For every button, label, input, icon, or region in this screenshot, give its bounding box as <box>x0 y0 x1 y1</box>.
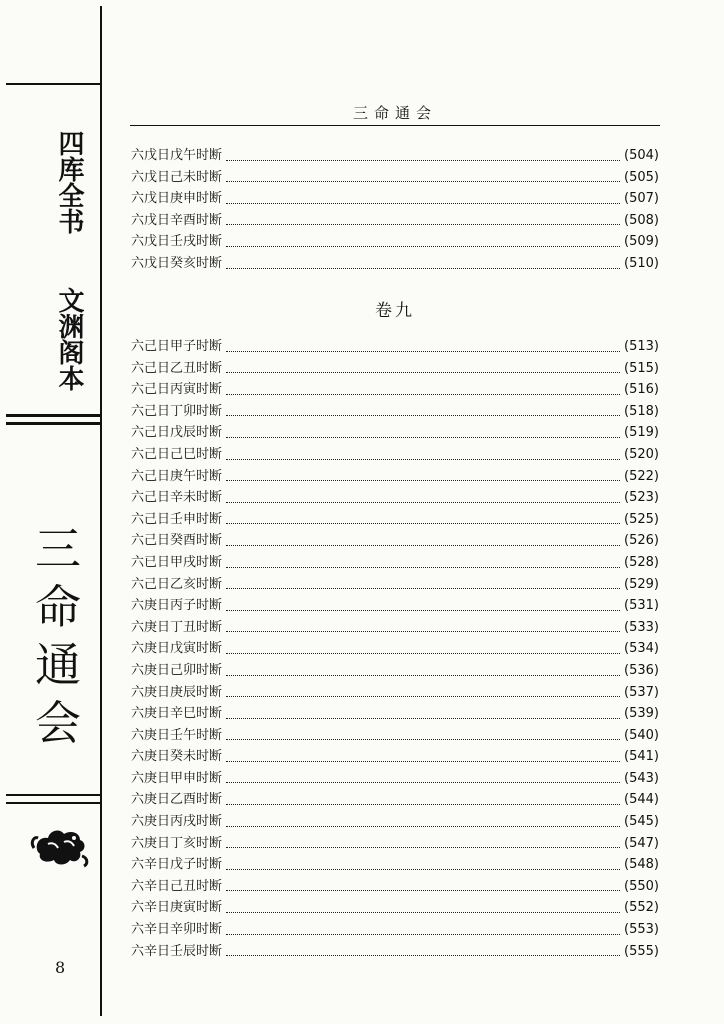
toc-leader-dots <box>226 955 620 956</box>
toc-entry <box>131 552 659 574</box>
toc-entry-title: 六戊日癸亥时断 <box>131 255 223 271</box>
toc-leader-dots <box>226 934 620 935</box>
toc-entry <box>131 746 659 768</box>
toc-entry-title: 六庚日乙酉时断 <box>131 792 223 808</box>
toc-leader-dots <box>226 480 620 481</box>
toc-entry <box>131 422 659 444</box>
toc-entry-title: 六戊日己未时断 <box>131 169 223 185</box>
toc-entry-title: 六庚日丙子时断 <box>131 598 223 614</box>
toc-entry-page: (531) <box>624 598 659 614</box>
toc-leader-dots <box>226 696 620 697</box>
mythical-beast-emblem-icon <box>30 822 90 870</box>
toc-leader-dots <box>226 351 620 352</box>
book-title-char: 会 <box>35 696 81 750</box>
toc-entry <box>131 358 659 380</box>
toc-entry-title: 六庚日甲申时断 <box>131 770 223 786</box>
spine-bottom-rule-1 <box>6 794 102 796</box>
toc-entry <box>131 530 659 552</box>
toc-entry <box>131 210 659 232</box>
spine-thick-rule-2 <box>6 422 102 425</box>
toc-entry-title: 六庚日丁亥时断 <box>131 835 223 851</box>
toc-entry-page: (553) <box>624 922 659 938</box>
toc-leader-dots <box>226 545 620 546</box>
toc-entry <box>131 617 659 639</box>
toc-leader-dots <box>226 782 620 783</box>
toc-entry <box>131 919 659 941</box>
toc-entry-page: (534) <box>624 641 659 657</box>
toc-entry <box>131 574 659 596</box>
toc-entry-title: 六戊日戊午时断 <box>131 148 223 163</box>
book-title <box>30 520 86 752</box>
toc-leader-dots <box>226 653 620 654</box>
toc-entry-title: 六庚日庚辰时断 <box>131 684 223 700</box>
toc-entry <box>131 854 659 876</box>
toc-entry-page: (547) <box>624 835 659 851</box>
toc-entry-page: (555) <box>624 943 659 959</box>
toc-entry-title: 六庚日丙戌时断 <box>131 814 223 830</box>
toc-entry <box>131 897 659 919</box>
toc-leader-dots <box>226 415 620 416</box>
toc-entry <box>131 188 659 210</box>
toc-entry <box>131 253 659 275</box>
toc-entry-title: 六戊日庚申时断 <box>131 191 223 207</box>
toc-entry-title: 六辛日壬辰时断 <box>131 943 223 959</box>
toc-entry <box>131 876 659 898</box>
spine-vertical-rule <box>100 6 102 1016</box>
toc-entry-title: 六庚日辛巳时断 <box>131 706 223 722</box>
toc-entry-title: 六辛日庚寅时断 <box>131 900 223 916</box>
toc-entry-title: 六庚日戊寅时断 <box>131 641 223 657</box>
toc-leader-dots <box>226 912 620 913</box>
toc-leader-dots <box>226 203 620 204</box>
toc-entry-title: 六己日丙寅时断 <box>131 382 223 398</box>
book-title-char: 三 <box>35 522 81 576</box>
toc-entry-page: (548) <box>624 857 659 873</box>
toc-entry-title: 六己日戊辰时断 <box>131 425 223 441</box>
toc-entry-title: 六已日甲戌时断 <box>131 554 223 570</box>
toc-entry-page: (520) <box>624 446 659 462</box>
header-rule <box>130 125 660 126</box>
toc-entry <box>131 444 659 466</box>
toc-leader-dots <box>226 246 620 247</box>
toc-entry-title: 六庚日丁丑时断 <box>131 619 223 635</box>
toc-leader-dots <box>226 437 620 438</box>
toc-entry-title: 六己日丁卯时断 <box>131 403 223 419</box>
toc-leader-dots <box>226 372 620 373</box>
toc-leader-dots <box>226 869 620 870</box>
toc-entry-page: (513) <box>624 339 659 354</box>
toc-entry-page: (544) <box>624 792 659 808</box>
toc-entry-page: (537) <box>624 684 659 700</box>
toc-entry-page: (505) <box>624 169 659 185</box>
running-head: 三命通会 <box>352 104 437 122</box>
toc-entry <box>131 167 659 189</box>
toc-leader-dots <box>226 804 620 805</box>
toc-leader-dots <box>226 459 620 460</box>
toc-leader-dots <box>226 567 620 568</box>
book-title-char: 通 <box>35 638 81 692</box>
toc-entry-page: (510) <box>624 255 659 271</box>
book-title-char: 命 <box>35 580 81 634</box>
toc-entry <box>131 768 659 790</box>
toc-entry-title: 六戊日辛酉时断 <box>131 212 223 228</box>
toc-leader-dots <box>226 739 620 740</box>
toc-entry-page: (529) <box>624 576 659 592</box>
toc-entry-title: 六己日甲子时断 <box>131 339 223 354</box>
toc-entry <box>131 487 659 509</box>
toc-entry-title: 六辛日己丑时断 <box>131 878 223 894</box>
toc-entry <box>131 466 659 488</box>
toc-entry-page: (525) <box>624 511 659 527</box>
toc-entry <box>131 833 659 855</box>
series-title-line: 文渊阁本 <box>54 287 84 391</box>
toc-entry <box>131 401 659 423</box>
toc-leader-dots <box>226 588 620 589</box>
toc-entry-title: 六己日癸酉时断 <box>131 533 223 549</box>
toc-leader-dots <box>226 610 620 611</box>
toc-entry-title: 六辛日辛卯时断 <box>131 922 223 938</box>
toc-entry-page: (518) <box>624 403 659 419</box>
toc-entry-title: 六辛日戊子时断 <box>131 857 223 873</box>
toc-leader-dots <box>226 268 620 269</box>
toc-entry-page: (522) <box>624 468 659 484</box>
toc-entry-title: 六庚日己卯时断 <box>131 662 223 678</box>
toc-entry-page: (507) <box>624 191 659 207</box>
toc-section-1 <box>131 145 659 275</box>
toc-entry-page: (536) <box>624 662 659 678</box>
section-heading: 卷九 <box>375 301 415 321</box>
toc-entry-title: 六己日庚午时断 <box>131 468 223 484</box>
toc-entry-title: 六己日辛未时断 <box>131 490 223 506</box>
toc-entry-page: (515) <box>624 360 659 376</box>
toc-leader-dots <box>226 523 620 524</box>
toc-entry-page: (541) <box>624 749 659 765</box>
series-title-line: 四库全书 <box>54 130 84 234</box>
toc-entry <box>131 145 659 167</box>
toc-entry <box>131 231 659 253</box>
spine-top-rule <box>6 83 102 85</box>
toc-entry-page: (543) <box>624 770 659 786</box>
toc-entry <box>131 336 659 358</box>
toc-leader-dots <box>226 847 620 848</box>
toc-entry-title: 六己日乙亥时断 <box>131 576 223 592</box>
toc-entry-title: 六己日己巳时断 <box>131 446 223 462</box>
toc-entry-page: (528) <box>624 554 659 570</box>
toc-entry-page: (523) <box>624 490 659 506</box>
toc-entry-page: (508) <box>624 212 659 228</box>
toc-leader-dots <box>226 181 620 182</box>
toc-entry <box>131 703 659 725</box>
spine-bottom-rule-2 <box>6 802 102 804</box>
toc-entry-page: (509) <box>624 234 659 250</box>
toc-section-2 <box>131 336 659 962</box>
toc-entry <box>131 509 659 531</box>
toc-entry-page: (552) <box>624 900 659 916</box>
toc-entry-page: (550) <box>624 878 659 894</box>
toc-entry <box>131 660 659 682</box>
toc-entry <box>131 725 659 747</box>
toc-entry <box>131 638 659 660</box>
toc-entry-page: (545) <box>624 814 659 830</box>
toc-leader-dots <box>226 890 620 891</box>
toc-leader-dots <box>226 675 620 676</box>
toc-entry-page: (533) <box>624 619 659 635</box>
toc-entry-page: (516) <box>624 382 659 398</box>
toc-leader-dots <box>226 160 620 161</box>
toc-entry-title: 六己日乙丑时断 <box>131 360 223 376</box>
toc-leader-dots <box>226 224 620 225</box>
toc-entry <box>131 595 659 617</box>
toc-leader-dots <box>226 826 620 827</box>
toc-entry-page: (526) <box>624 533 659 549</box>
toc-entry-page: (539) <box>624 706 659 722</box>
toc-entry-page: (519) <box>624 425 659 441</box>
toc-entry-title: 六庚日壬午时断 <box>131 727 223 743</box>
toc-entry <box>131 811 659 833</box>
toc-leader-dots <box>226 502 620 503</box>
toc-entry-title: 六庚日癸未时断 <box>131 749 223 765</box>
toc-leader-dots <box>226 631 620 632</box>
page-number: 8 <box>55 958 66 977</box>
toc-leader-dots <box>226 394 620 395</box>
toc-entry-page: (504) <box>624 148 659 163</box>
toc-entry-title: 六己日壬申时断 <box>131 511 223 527</box>
toc-entry-page: (540) <box>624 727 659 743</box>
toc-leader-dots <box>226 761 620 762</box>
series-title <box>40 112 86 418</box>
toc-entry <box>131 682 659 704</box>
toc-entry <box>131 941 659 963</box>
toc-entry <box>131 789 659 811</box>
toc-entry <box>131 379 659 401</box>
toc-entry-title: 六戊日壬戌时断 <box>131 234 223 250</box>
toc-leader-dots <box>226 718 620 719</box>
